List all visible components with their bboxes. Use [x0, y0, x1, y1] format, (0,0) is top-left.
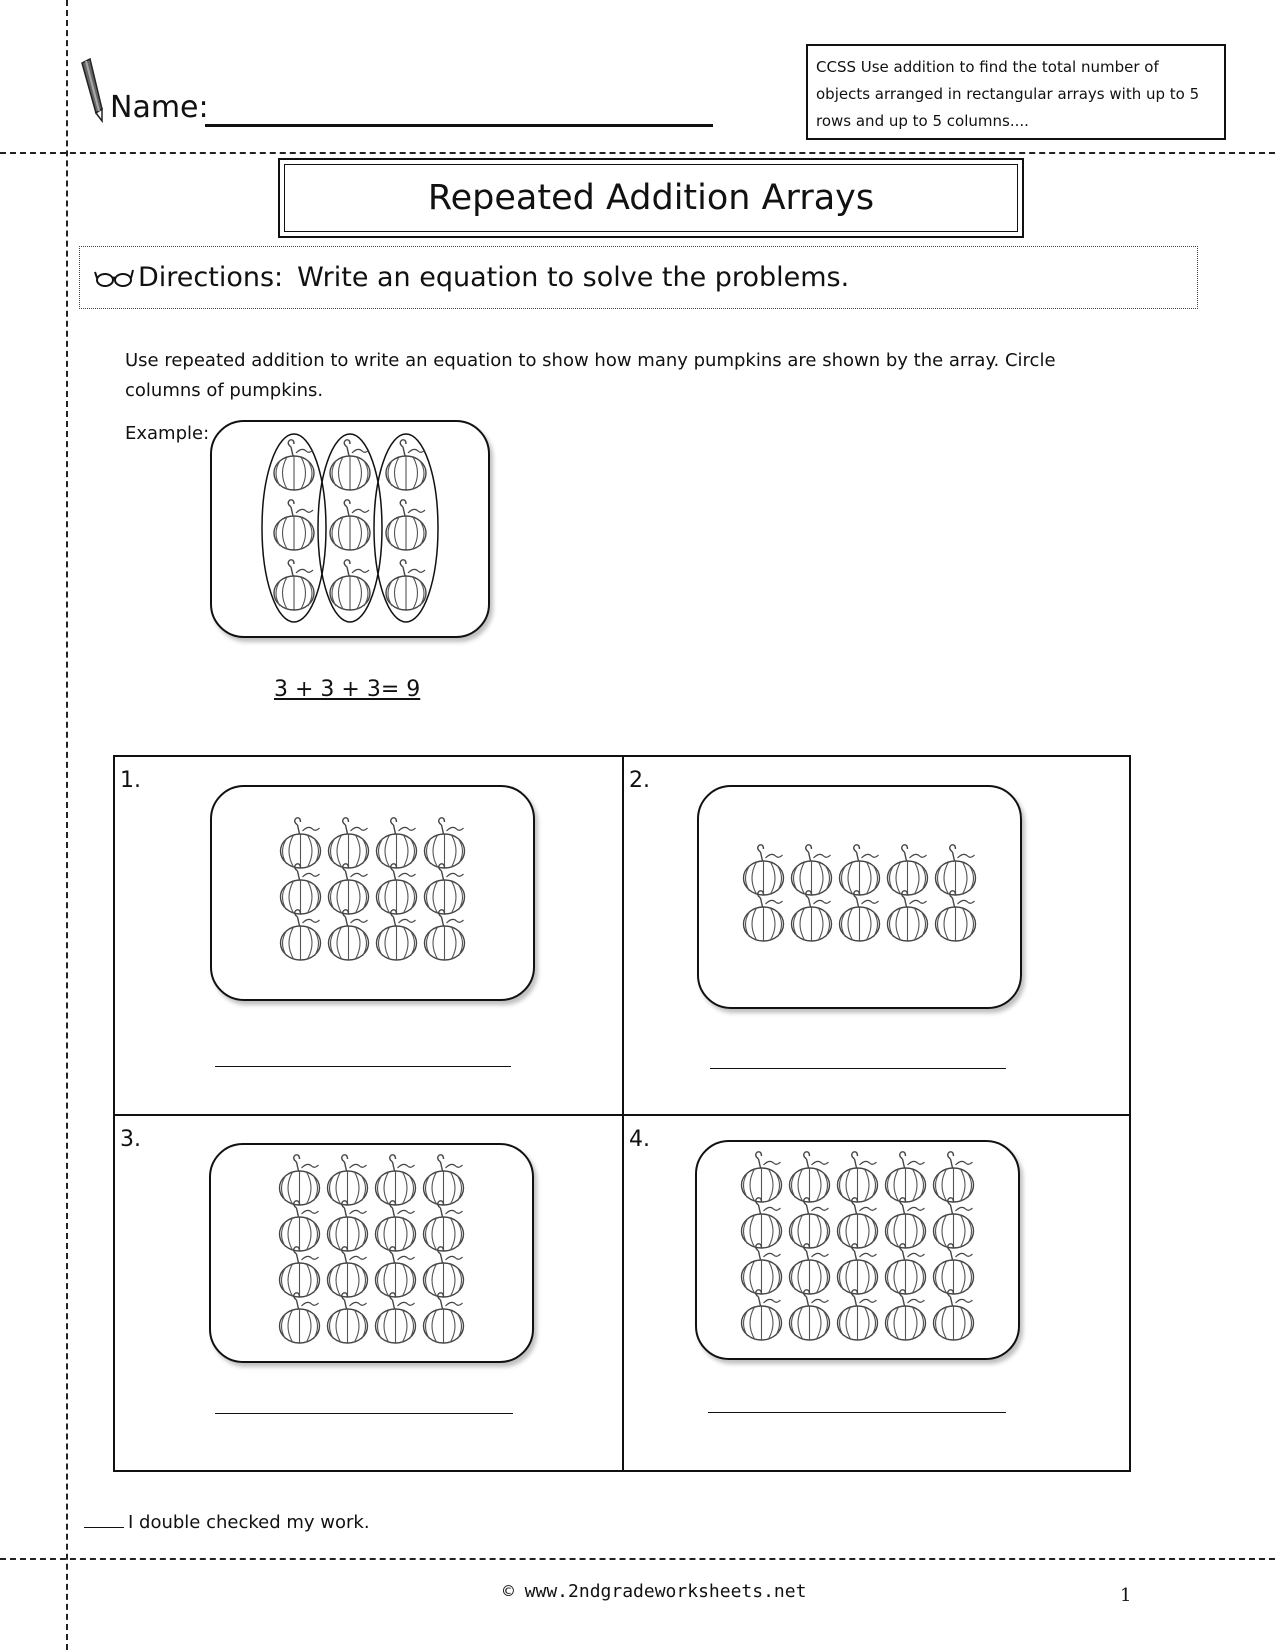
pumpkin-icon — [886, 1244, 926, 1294]
pumpkin-icon — [790, 1244, 830, 1294]
pumpkin-icon — [280, 1155, 320, 1205]
problem-4-array — [695, 1140, 1020, 1360]
name-label: Name: — [110, 90, 209, 125]
pumpkin-icon — [888, 845, 928, 895]
directions-text — [138, 262, 849, 293]
pumpkin-icon — [386, 560, 426, 610]
problem-1-array — [210, 785, 535, 1001]
pumpkin-icon — [281, 864, 321, 914]
pumpkin-icon — [377, 864, 417, 914]
pumpkin-icon — [386, 440, 426, 490]
pumpkin-icon — [840, 845, 880, 895]
pumpkin-icon — [934, 1290, 974, 1340]
problem-2-array — [697, 785, 1022, 1009]
pumpkin-icon — [377, 818, 417, 868]
pumpkin-icon — [386, 500, 426, 550]
pumpkin-icon — [744, 891, 784, 941]
pumpkin-icon — [742, 1152, 782, 1202]
top-guide-line — [0, 152, 1275, 154]
pumpkin-icon — [424, 1293, 464, 1343]
example-array — [210, 420, 490, 638]
problem-3-answer-line[interactable] — [215, 1413, 513, 1414]
directions-box — [79, 246, 1198, 309]
example-equation: 3 + 3 + 3= 9 — [274, 677, 421, 702]
pumpkin-icon — [281, 910, 321, 960]
pumpkin-icon — [328, 1293, 368, 1343]
pumpkin-icon — [330, 440, 370, 490]
problem-1-number: 1. — [120, 768, 141, 793]
pumpkin-icon — [274, 440, 314, 490]
pumpkin-icon — [425, 864, 465, 914]
pumpkin-icon — [838, 1290, 878, 1340]
pumpkin-icon — [934, 1152, 974, 1202]
pumpkin-icon — [934, 1244, 974, 1294]
pumpkin-icon — [790, 1152, 830, 1202]
checkbox-blank[interactable] — [84, 1527, 124, 1528]
footer-copyright: © www.2ndgradeworksheets.net — [503, 1581, 807, 1602]
name-input-line[interactable] — [205, 124, 713, 127]
pumpkin-icon — [888, 891, 928, 941]
pumpkin-icon — [425, 818, 465, 868]
pencil-icon — [78, 57, 106, 123]
glasses-icon — [94, 266, 134, 290]
pumpkin-icon — [376, 1155, 416, 1205]
pumpkin-icon — [886, 1152, 926, 1202]
pumpkin-icon — [280, 1201, 320, 1251]
pumpkin-icon — [329, 818, 369, 868]
pumpkin-icon — [424, 1247, 464, 1297]
pumpkin-icon — [330, 500, 370, 550]
pumpkin-icon — [425, 910, 465, 960]
pumpkin-icon — [328, 1201, 368, 1251]
pumpkin-icon — [742, 1290, 782, 1340]
pumpkin-icon — [376, 1293, 416, 1343]
pumpkin-icon — [886, 1198, 926, 1248]
pumpkin-icon — [838, 1244, 878, 1294]
double-check-text: I double checked my work. — [128, 1512, 370, 1533]
problem-1-answer-line[interactable] — [215, 1066, 511, 1067]
double-check-line[interactable] — [84, 1512, 370, 1533]
pumpkin-icon — [886, 1290, 926, 1340]
pumpkin-icon — [936, 891, 976, 941]
directions-body: Write an equation to solve the problems. — [297, 262, 850, 293]
pumpkin-icon — [792, 891, 832, 941]
pumpkin-icon — [328, 1155, 368, 1205]
pumpkin-icon — [742, 1244, 782, 1294]
pumpkin-icon — [424, 1201, 464, 1251]
problem-4-answer-line[interactable] — [708, 1412, 1006, 1413]
pumpkin-icon — [934, 1198, 974, 1248]
pumpkin-icon — [328, 1247, 368, 1297]
pumpkin-icon — [742, 1198, 782, 1248]
problem-3-number: 3. — [120, 1127, 141, 1152]
pumpkin-icon — [792, 845, 832, 895]
pumpkin-icon — [274, 500, 314, 550]
pumpkin-icon — [744, 845, 784, 895]
pumpkin-icon — [280, 1247, 320, 1297]
pumpkin-icon — [280, 1293, 320, 1343]
left-guide-line — [66, 0, 68, 1650]
pumpkin-icon — [790, 1290, 830, 1340]
problem-2-answer-line[interactable] — [710, 1068, 1006, 1069]
pumpkin-icon — [376, 1247, 416, 1297]
pumpkin-icon — [377, 910, 417, 960]
problem-2-number: 2. — [629, 768, 650, 793]
example-label: Example: — [125, 423, 210, 444]
pumpkin-icon — [936, 845, 976, 895]
page-title: Repeated Addition Arrays — [284, 164, 1018, 232]
pumpkin-icon — [838, 1198, 878, 1248]
pumpkin-icon — [838, 1152, 878, 1202]
pumpkin-icon — [274, 560, 314, 610]
problem-3-array — [209, 1143, 534, 1363]
problem-4-number: 4. — [629, 1127, 650, 1152]
page-number: 1 — [1120, 1585, 1132, 1606]
pumpkin-icon — [329, 864, 369, 914]
pumpkin-icon — [281, 818, 321, 868]
bottom-guide-line — [0, 1558, 1275, 1560]
pumpkin-icon — [424, 1155, 464, 1205]
pumpkin-icon — [330, 560, 370, 610]
ccss-standard-box: CCSS Use addition to find the total number of objects arranged in rectangular arrays with up to 5 rows and up to 5 columns.... — [806, 44, 1226, 140]
pumpkin-icon — [790, 1198, 830, 1248]
pumpkin-icon — [840, 891, 880, 941]
pumpkin-icon — [376, 1201, 416, 1251]
title-box — [278, 158, 1024, 238]
grid-divider-horizontal — [113, 1114, 1131, 1116]
directions-label: Directions: — [138, 262, 284, 293]
pumpkin-icon — [329, 910, 369, 960]
instructions-text: Use repeated addition to write an equation to show how many pumpkins are shown by the array. Circle columns of pumpkins. — [125, 350, 1056, 401]
